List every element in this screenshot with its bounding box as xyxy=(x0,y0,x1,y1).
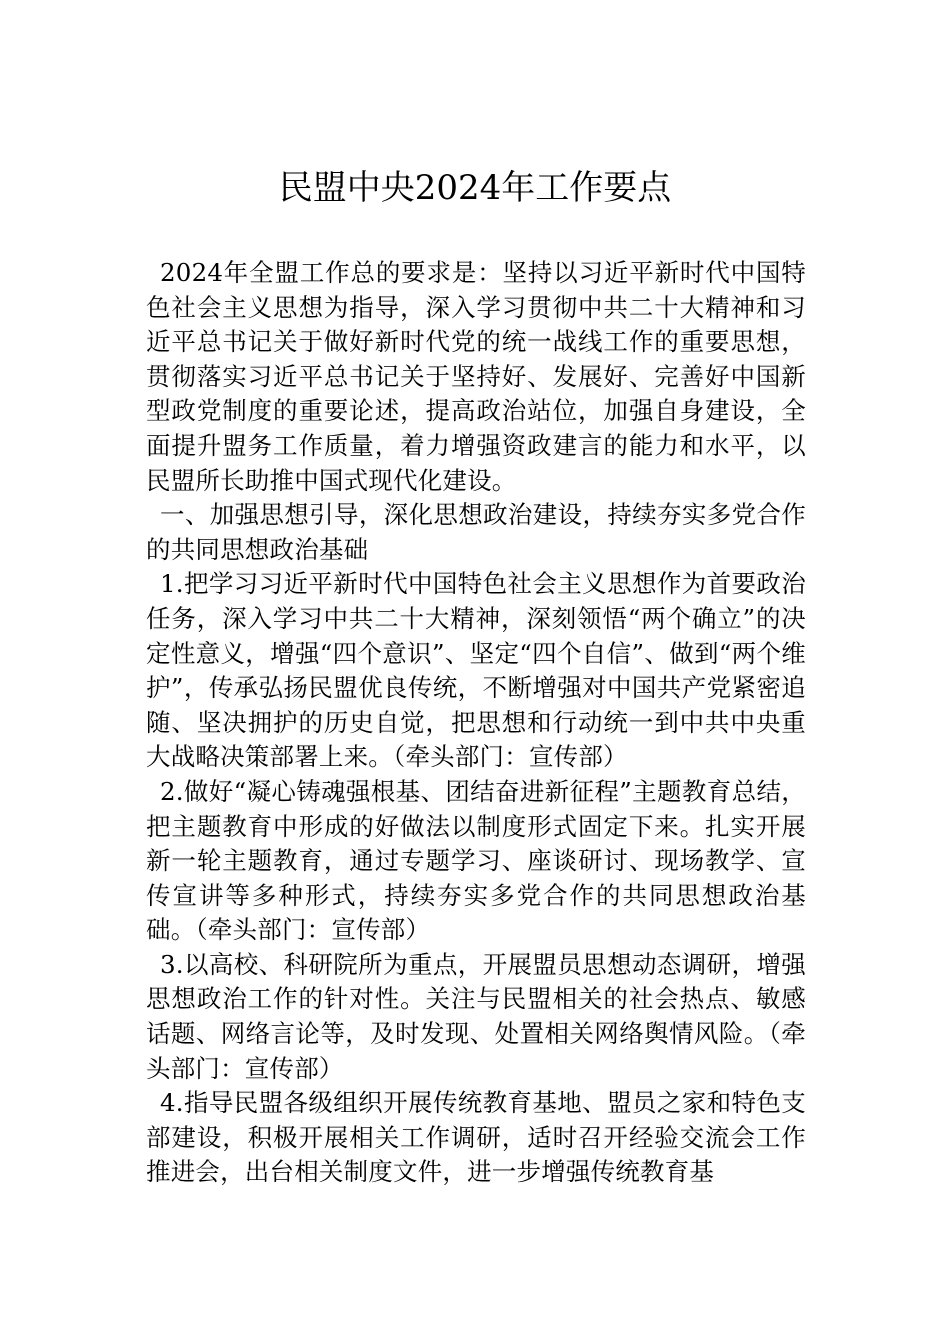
document-body xyxy=(146,256,806,1190)
paragraph-item-4: 4.指导民盟各级组织开展传统教育基地、盟员之家和特色支部建设，积极开展相关工作调研，适时召开经验交流会工作推进会，出台相关制度文件，进一步增强传统教育基 xyxy=(146,1088,806,1187)
section-heading-1: 一、加强思想引导，深化思想政治建设，持续夯实多党合作的共同思想政治基础 xyxy=(146,500,806,564)
paragraph-general-requirements: 2024年全盟工作总的要求是：坚持以习近平新时代中国特色社会主义思想为指导，深入学习贯彻中共二十大精神和习近平总书记关于做好新时代党的统一战线工作的重要思想，贯彻落实习近平总书记关于坚持好、发展好、完善好中国新型政党制度的重要论述，提高政治站位，加强自身建设，全面提升盟务工作质量，着力增强资政建言的能力和水平，以民盟所长助推中国式现代化建设。 xyxy=(146,258,806,495)
paragraph-item-1: 1.把学习习近平新时代中国特色社会主义思想作为首要政治任务，深入学习中共二十大精神，深刻领悟“两个确立”的决定性意义，增强“四个意识”、坚定“四个自信”、做到“两个维护”，传承弘扬民盟优良传统，不断增强对中国共产党紧密追随、坚决拥护的历史自觉，把思想和行动统一到中共中央重大战略决策部署上来。（牵头部门：宣传部） xyxy=(146,569,806,772)
document-title: 民盟中央2024年工作要点 xyxy=(278,168,672,208)
paragraph-item-3: 3.以高校、科研院所为重点，开展盟员思想动态调研，增强思想政治工作的针对性。关注与民盟相关的社会热点、敏感话题、网络言论等，及时发现、处置相关网络舆情风险。（牵头部门：宣传部） xyxy=(146,949,806,1083)
paragraph-item-2: 2.做好“凝心铸魂强根基、团结奋进新征程”主题教育总结，把主题教育中形成的好做法以制度形式固定下来。扎实开展新一轮主题教育，通过专题学习、座谈研讨、现场教学、宣传宣讲等多种形式，持续夯实多党合作的共同思想政治基础。（牵头部门：宣传部） xyxy=(146,776,806,945)
